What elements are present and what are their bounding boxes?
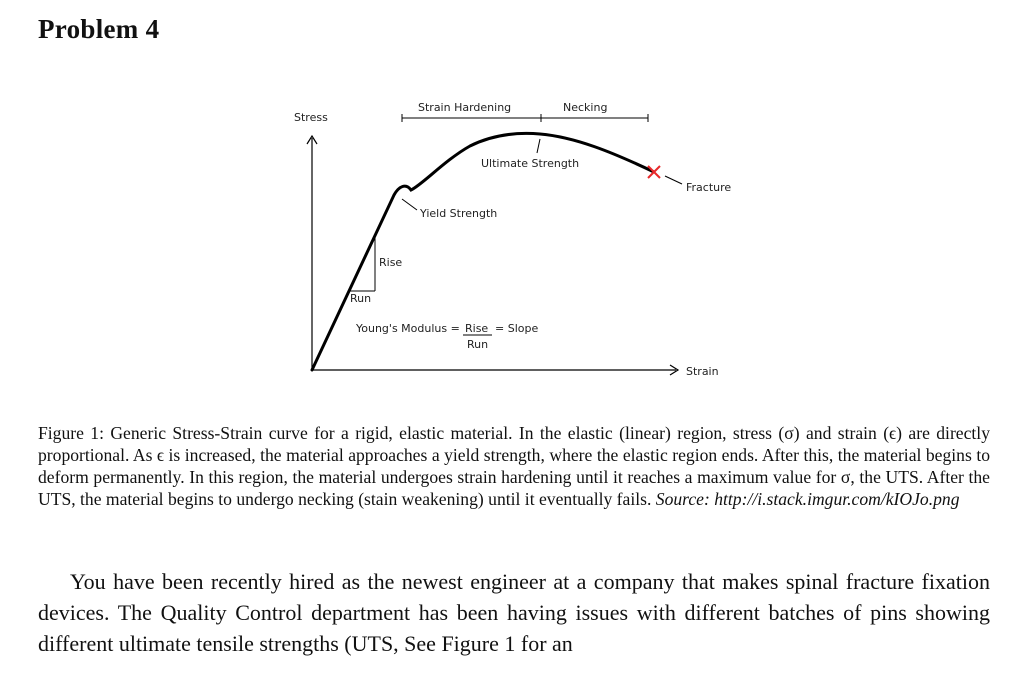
body-paragraph: You have been recently hired as the newest engineer at a company that makes spinal fracture fixation devices. The Quality Control department has been having issues with different batches of pins showing different ultimate tensile strengths (UTS, See Figure 1 for an <box>38 569 990 656</box>
strain-axis-label: Strain <box>686 365 719 378</box>
rise-label: Rise <box>379 256 403 269</box>
modulus-denominator: Run <box>467 338 489 351</box>
axes <box>307 136 678 375</box>
problem-heading: Problem 4 <box>38 14 160 44</box>
fracture-label: Fracture <box>686 181 732 194</box>
region-bracket <box>402 114 648 122</box>
stress-axis-label: Stress <box>294 111 328 124</box>
modulus-numerator: Rise <box>465 322 489 335</box>
modulus-suffix: = Slope <box>495 322 539 335</box>
figure-caption <box>38 422 990 510</box>
necking-label: Necking <box>563 101 608 114</box>
run-label: Run <box>350 292 372 305</box>
ultimate-strength-label: Ultimate Strength <box>481 157 580 170</box>
yield-strength-label: Yield Strength <box>420 207 498 220</box>
strain-hardening-label: Strain Hardening <box>418 101 512 114</box>
ultimate-strength-pointer <box>537 139 540 153</box>
fracture-mark-icon <box>648 166 660 178</box>
caption-source: Source: http://i.stack.imgur.com/kIOJo.png <box>655 489 960 509</box>
modulus-prefix: Young's Modulus = <box>356 322 460 335</box>
yield-strength-pointer <box>402 199 417 210</box>
fracture-pointer <box>665 176 682 184</box>
caption-text: Figure 1: Generic Stress-Strain curve for a rigid, elastic material. In the elastic (linear) region, stress (σ) and strain (ϵ) are directly proportional. As ϵ is increased, the material approaches a yield strength, where the elastic region ends. After this, the material begins to deform permanently. In this region, the material undergoes strain hardening until it reaches a maximum value for σ, the UTS. After the UTS, the material begins to undergo necking (stain weakening) until it eventually fails. <box>38 423 990 509</box>
youngs-modulus-formula <box>355 322 538 351</box>
